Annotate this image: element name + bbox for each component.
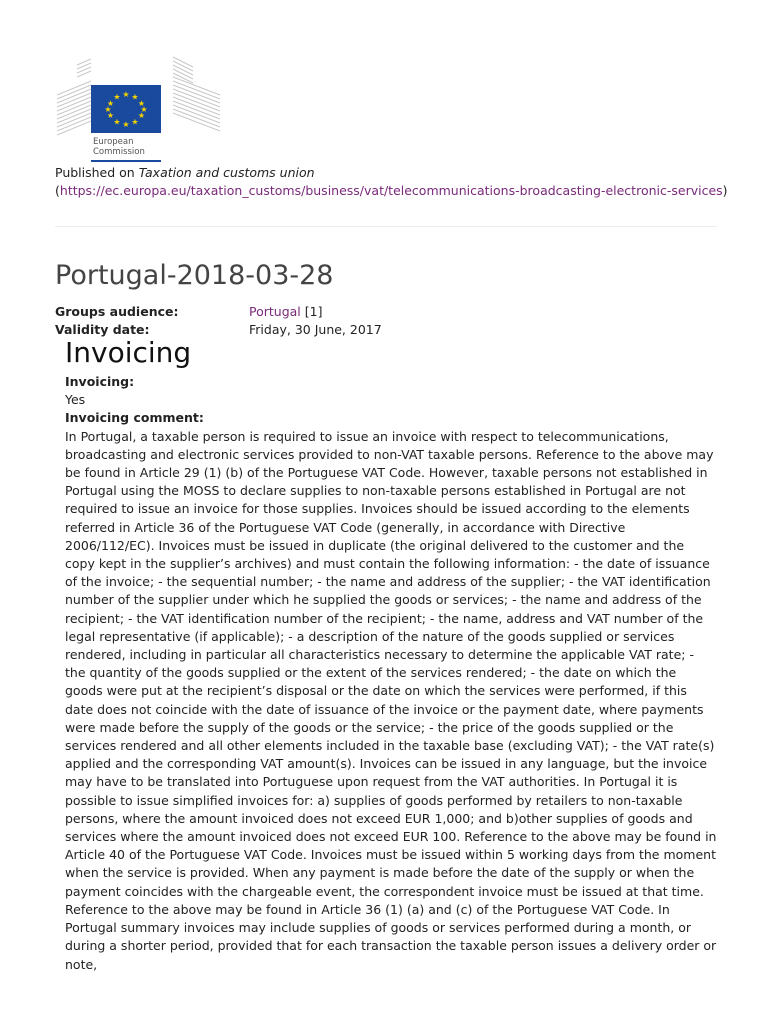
validity-date-value: Friday, 30 June, 2017 [249,322,382,337]
svg-text:★: ★ [131,92,139,102]
groups-audience-label: Groups audience: [55,304,179,319]
svg-text:★: ★ [137,99,146,108]
validity-date-label: Validity date: [55,322,150,337]
svg-text:★: ★ [122,120,130,129]
groups-ref: [1] [300,304,323,319]
page-title: Portugal-2018-03-28 [55,260,334,291]
svg-text:★: ★ [122,90,130,99]
meta-block [55,303,382,339]
published-source: Taxation and customs union [138,165,315,180]
invoicing-comment-label: Invoicing comment: [65,410,204,426]
published-prefix: Published on [55,165,139,180]
svg-text:★: ★ [106,99,115,108]
divider [55,226,717,227]
invoicing-value: Yes [65,392,86,408]
svg-text:★: ★ [137,111,146,120]
published-info: Published on Taxation and customs union (https://ec.europa.eu/taxation_customs/business/vat/telecommunications-broadcasting-electronic-services) [55,165,728,198]
invoicing-label: Invoicing: [65,374,135,389]
svg-text:★: ★ [131,117,139,127]
svg-text:★: ★ [113,92,121,102]
svg-text:Commission: Commission [93,147,145,157]
svg-text:European: European [93,137,134,147]
european-commission-logo [55,55,225,165]
svg-text:★: ★ [113,117,121,127]
section-title: Invoicing [65,336,192,369]
svg-text:★: ★ [140,105,148,114]
svg-text:★: ★ [104,105,112,114]
svg-text:★: ★ [106,111,115,120]
groups-audience-link[interactable]: Portugal [249,304,301,319]
invoicing-comment-text: In Portugal, a taxable person is required to issue an invoice with respect to telecommunications, broadcasting and electronic services provided to non-VAT taxable persons. Reference to the above may be found in Article 29 (1) (b) of the Portuguese VAT Code. However, taxable persons not established in Portugal using the MOSS to declare supplies to non-taxable persons established in Portugal are not required to issue an invoice for those supplies. Invoices should be issued according to the elements referred in Article 36 of the Portuguese VAT Code (generally, in accordance with Directive 2006/112/EC). Invoices must be issued in duplicate (the original delivered to the customer and the copy kept in the supplier’s archives) and must contain the following information: - the date of issuance of the invoice; - the sequential number; - the name and address of the supplier; - the VAT identification number of the supplier under which he supplied the goods or services; - the name and address of the recipient; - the VAT identification number of the recipient; - the name, address and VAT number of the legal representative (if applicable); - a description of the nature of the goods supplied or services rendered, including in particular all characteristics necessary to determine the applicable VAT rate; - the quantity of the goods supplied or the extent of the services rendered; - the date on which the goods were put at the recipient’s disposal or the date on which the services were performed, if this date does not coincide with the date of issuance of the invoice or the payment date, where payments were made before the supply of the goods or the service; - the price of the goods supplied or the services rendered and all other elements included in the taxable base (excluding VAT); - the VAT rate(s) applied and the corresponding VAT amount(s). Invoices can be issued in any language, but the invoice may have to be translated into Portuguese upon request from the VAT authorities. In Portugal it is possible to issue simplified invoices for: a) supplies of goods performed by retailers to non-taxable persons, where the amount invoiced does not exceed EUR 1,000; and b)other supplies of goods and services where the amount invoiced does not exceed EUR 100. Reference to the above may be found in Article 40 of the Portuguese VAT Code. Invoices must be issued within 5 working days from the moment when the service is provided. When any payment is made before the date of the supply or when the payment coincides with the chargeable event, the correspondent invoice must be issued at that time. Reference to the above may be found in Article 36 (1) (a) and (c) of the Portuguese VAT Code. In Portugal summary invoices may include supplies of goods or services performed during a month, or during a shorter period, provided that for each transaction the taxable person issues a delivery order or note, [65,428,717,972]
section-content [65,373,717,974]
source-url-link[interactable]: https://ec.europa.eu/taxation_customs/business/vat/telecommunications-broadcasting-electronic-services [59,183,723,198]
